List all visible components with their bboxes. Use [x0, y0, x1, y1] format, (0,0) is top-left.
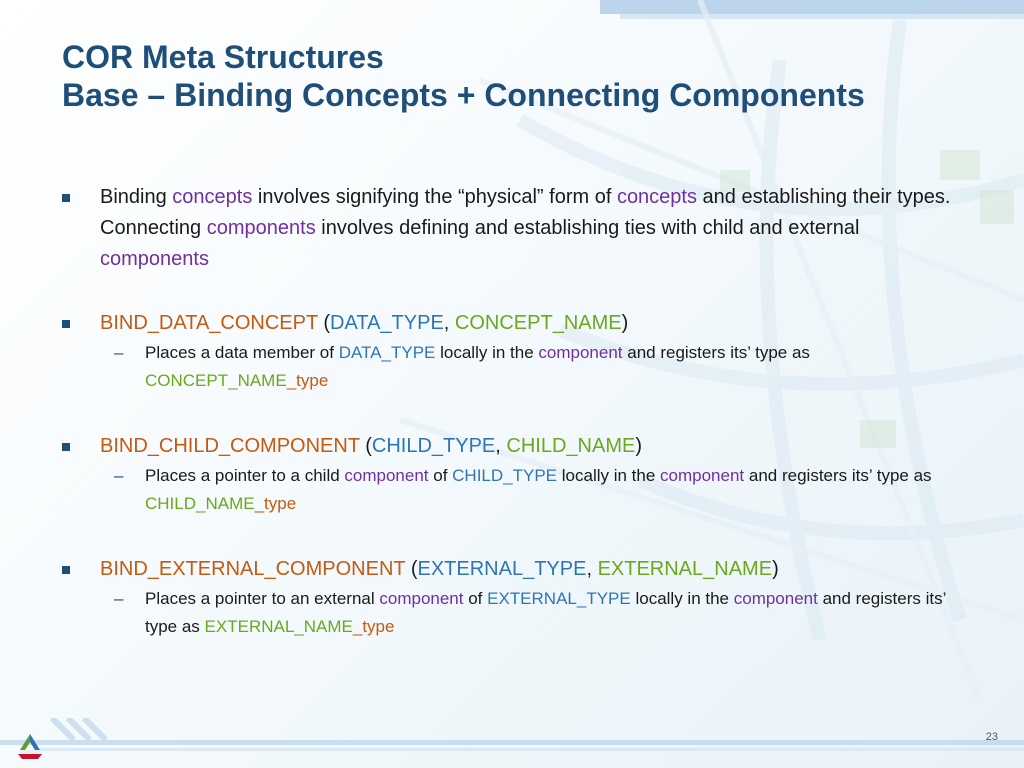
punctuation: , [443, 312, 455, 334]
en-dash-icon: – [114, 589, 124, 608]
title-line-2: Base – Binding Concepts + Connecting Components [62, 77, 865, 113]
sub-bullet-bind-child-component [62, 462, 962, 518]
name-arg: CONCEPT_NAME [454, 312, 622, 334]
term-components: components [100, 248, 209, 270]
punctuation: ) [621, 312, 629, 334]
square-bullet-icon [62, 566, 70, 574]
type-arg: CHILD_TYPE [452, 466, 558, 485]
bullet-intro [62, 182, 962, 275]
text-run: involves signifying the “physical” form of [252, 186, 617, 208]
bullet-bind-child-component [62, 431, 962, 462]
name-arg: CONCEPT_NAME [145, 371, 287, 390]
en-dash-icon: – [114, 466, 124, 485]
term-component: component [660, 466, 745, 485]
term-components: components [206, 217, 316, 239]
footer-decoration [0, 718, 1024, 768]
type-suffix: _type [254, 494, 297, 513]
text-run: and registers its’ type as [622, 343, 810, 362]
title-line-1: COR Meta Structures [62, 39, 384, 75]
page-number: 23 [985, 731, 998, 743]
type-suffix: _type [352, 617, 395, 636]
bullet-bind-data-concept [62, 308, 962, 339]
term-component: component [344, 466, 429, 485]
name-arg: CHILD_NAME [506, 435, 636, 457]
text-run: Binding [100, 186, 173, 208]
type-arg: CHILD_TYPE [371, 435, 496, 457]
text-run: and registers its’ type as [145, 589, 946, 636]
square-bullet-icon [62, 443, 70, 451]
slide-title [62, 38, 982, 114]
name-arg: EXTERNAL_NAME [204, 617, 353, 636]
text-run: Places a pointer to a child [145, 466, 345, 485]
text-run: Places a data member of [145, 343, 339, 362]
type-suffix: _type [286, 371, 329, 390]
punctuation: , [586, 558, 598, 580]
text-run: locally in the [557, 466, 661, 485]
macro-name: BIND_DATA_CONCEPT [100, 312, 318, 334]
punctuation: ) [772, 558, 779, 580]
tricolor-triangle-logo-icon [14, 732, 46, 760]
square-bullet-icon [62, 194, 70, 202]
text-run: Places a pointer to an external [145, 589, 380, 608]
name-arg: EXTERNAL_NAME [597, 558, 773, 580]
punctuation: ( [317, 312, 331, 334]
text-run: of [463, 589, 488, 608]
macro-name: BIND_CHILD_COMPONENT [100, 435, 360, 457]
text-run: of [428, 466, 453, 485]
text-run: and establishing their types. Connecting [100, 186, 951, 239]
punctuation: ) [635, 435, 642, 457]
text-run: locally in the [630, 589, 734, 608]
en-dash-icon: – [114, 343, 124, 362]
text-run: and registers its’ type as [744, 466, 932, 485]
term-component: component [379, 589, 464, 608]
text-run: involves defining and establishing ties with child and external [315, 217, 860, 239]
sub-bullet-bind-external-component [62, 585, 962, 641]
text-run: locally in the [435, 343, 539, 362]
type-arg: EXTERNAL_TYPE [417, 558, 587, 580]
punctuation: , [495, 435, 507, 457]
type-arg: DATA_TYPE [330, 312, 444, 334]
punctuation: ( [405, 558, 418, 580]
term-concepts: concepts [172, 186, 253, 208]
term-component: component [733, 589, 818, 608]
macro-name: BIND_EXTERNAL_COMPONENT [100, 558, 406, 580]
bullet-bind-external-component [62, 554, 962, 585]
square-bullet-icon [62, 320, 70, 328]
punctuation: ( [359, 435, 372, 457]
sub-bullet-bind-data-concept [62, 339, 962, 395]
term-concepts: concepts [616, 186, 697, 208]
slide-content [62, 182, 962, 641]
type-arg: DATA_TYPE [338, 343, 436, 362]
name-arg: CHILD_NAME [145, 494, 255, 513]
term-component: component [538, 343, 623, 362]
type-arg: EXTERNAL_TYPE [487, 589, 631, 608]
